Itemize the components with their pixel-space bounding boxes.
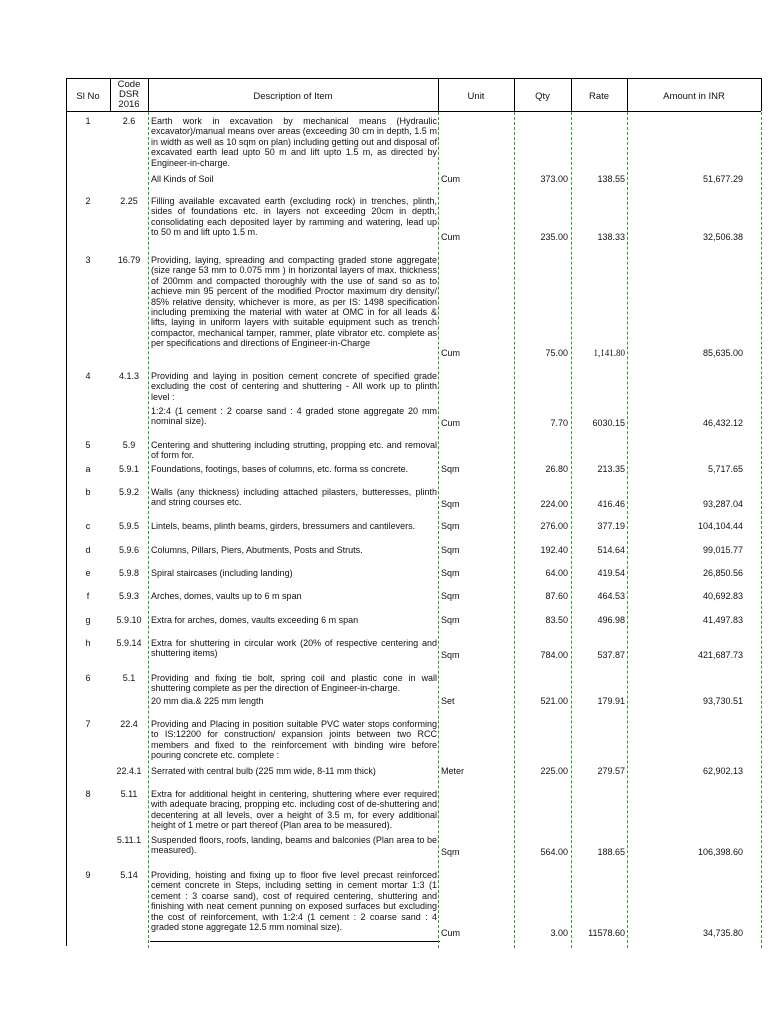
row-21-unit: Sqm — [441, 847, 460, 857]
row-17-amount: 93,730.51 — [702, 696, 743, 706]
row-21-code: 5.11.1 — [116, 835, 142, 845]
row-13-amount: 40,692.83 — [702, 591, 743, 601]
row-9-unit: Sqm — [441, 499, 460, 509]
row-10-amount: 104,104.44 — [697, 521, 743, 531]
row-13-unit: Sqm — [441, 591, 460, 601]
row-6-qty: 7.70 — [550, 418, 568, 428]
row-11-code: 5.9.6 — [118, 545, 140, 555]
row-10-unit: Sqm — [441, 521, 460, 531]
row-4-rate: 1,141.80 — [593, 348, 625, 358]
col-dashed-line — [438, 112, 439, 948]
row-7-sl: 5 — [85, 440, 91, 450]
row-6-amount: 46,432.12 — [702, 418, 743, 428]
row-15-sl: h — [85, 638, 91, 648]
row-13-sl: f — [86, 591, 90, 601]
row-19-code: 22.4.1 — [116, 766, 142, 776]
row-13-code: 5.9.3 — [118, 591, 140, 601]
row-20-desc: Extra for additional height in centering, shuttering where ever required with adequate bracing, propping etc. including cost of de-shuttering and decentering at all levels, over a height of 3.5 m, for every additional height of 1 metre or part thereof (Plan area to be measured). — [151, 789, 437, 831]
row-14-desc: Extra for arches, domes, vaults exceeding 6 m span — [151, 615, 359, 625]
row-9-sl: b — [85, 487, 91, 497]
table-right-border — [761, 78, 762, 111]
row-4-qty: 75.00 — [545, 348, 568, 358]
row-21-desc: Suspended floors, roofs, landing, beams and balconies (Plan area to be measured). — [151, 835, 437, 856]
row-8-code: 5.9.1 — [118, 464, 140, 474]
row-22-sl: 9 — [85, 870, 91, 880]
row-12-sl: e — [85, 568, 91, 578]
row-19-qty: 225.00 — [540, 766, 568, 776]
row-14-qty: 83.50 — [545, 615, 568, 625]
row-11-sl: d — [85, 545, 91, 555]
row-17-unit: Set — [441, 696, 455, 706]
col-dashed-line — [761, 112, 762, 948]
row-8-qty: 26.80 — [545, 464, 568, 474]
row-7-code: 5.9 — [122, 440, 136, 450]
row-15-unit: Sqm — [441, 650, 460, 660]
row-22-desc: Providing, hoisting and fixing up to floor five level precast reinforced cement concrete in Steps, including setting in cement mortar 1:3 (1 cement : 3 coarse sand), cost of required centering, shuttering and finishing with neat cement punning on exposed surfaces but excluding the cost of reinforcement, with 1:2:4 (1 cement : 2 coarse sand : 4 graded stone aggregate 12.5 mm nominal size). — [151, 870, 437, 933]
row-10-rate: 377.19 — [597, 521, 625, 531]
row-16-sl: 6 — [85, 673, 91, 683]
row-11-rate: 514.64 — [597, 545, 625, 555]
row-14-rate: 496.98 — [597, 615, 625, 625]
row-3-desc: Filling available excavated earth (excluding rock) in trenches, plinth, sides of foundations etc. in layers not exceeding 20cm in depth, consolidating each deposited layer by ramming and watering, lead up to 50 m and lift upto 1.5 m. — [151, 196, 437, 238]
header-amount: Amount in INR — [663, 91, 725, 102]
row-10-desc: Lintels, beams, plinth beams, girders, bressumers and cantilevers. — [151, 521, 416, 531]
row-16-code: 5.1 — [122, 673, 136, 683]
row-10-qty: 276.00 — [540, 521, 568, 531]
row-6-unit: Cum — [441, 418, 461, 428]
table-top-border — [66, 78, 761, 79]
row-4-sl: 3 — [85, 255, 91, 265]
row-1-sl: 1 — [85, 116, 91, 126]
row-12-amount: 26,850.56 — [702, 568, 743, 578]
col-dashed-line — [148, 112, 149, 948]
row-2-unit: Cum — [441, 174, 461, 184]
header-description: Description of Item — [253, 91, 333, 102]
row-2-amount: 51,677.29 — [702, 174, 743, 184]
row-13-qty: 87.60 — [545, 591, 568, 601]
row-18-sl: 7 — [85, 719, 91, 729]
row-4-unit: Cum — [441, 348, 461, 358]
header-code-line1: Code — [117, 79, 141, 90]
row-11-unit: Sqm — [441, 545, 460, 555]
row-2-qty: 373.00 — [540, 174, 568, 184]
row-18-code: 22.4 — [120, 719, 138, 729]
row-20-code: 5.11 — [120, 789, 138, 799]
row-19-rate: 279.57 — [597, 766, 625, 776]
row-22-code: 5.14 — [120, 870, 138, 880]
row-2-desc: All Kinds of Soil — [151, 174, 214, 184]
row-13-rate: 464.53 — [597, 591, 625, 601]
row-12-rate: 419.54 — [597, 568, 625, 578]
row-10-code: 5.9.5 — [118, 521, 140, 531]
row-8-desc: Foundations, footings, bases of columns, etc. forma ss concrete. — [151, 464, 409, 474]
row-12-qty: 64.00 — [545, 568, 568, 578]
header-qty: Qty — [535, 91, 550, 102]
row-3-sl: 2 — [85, 196, 91, 206]
row-9-amount: 93,287.04 — [702, 499, 743, 509]
row-12-desc: Spiral staircases (including landing) — [151, 568, 293, 578]
row-17-qty: 521.00 — [540, 696, 568, 706]
row-18-desc: Providing and Placing in position suitable PVC water stops conforming to IS:12200 for construction/ expansion joints between two RCC members and fixed to the reinforcement with binding wire before pouring concrete etc. complete : — [151, 719, 437, 761]
row-7-desc: Centering and shuttering including strutting, propping etc. and removal of form for. — [151, 440, 437, 461]
row-9-qty: 224.00 — [540, 499, 568, 509]
row-22-unit: Cum — [441, 928, 461, 938]
row-21-amount: 106,398.60 — [697, 847, 743, 857]
row-3-unit: Cum — [441, 232, 461, 242]
row-11-amount: 99,015.77 — [702, 545, 743, 555]
row-1-desc: Earth work in excavation by mechanical means (Hydraulic excavator)/manual means over areas (exceeding 30 cm in depth, 1.5 m in width as well as 10 sqm on plan) including getting out and disposal of excavated earth lead upto 50 m and lift upto 1.5 m, as directed by Engineer-in-charge. — [151, 116, 437, 168]
row-14-sl: g — [85, 615, 91, 625]
row-10-sl: c — [85, 521, 91, 531]
row-15-desc: Extra for shuttering in circular work (20% of respective centering and shuttering items) — [151, 638, 437, 659]
row-21-qty: 564.00 — [540, 847, 568, 857]
row-6-desc: 1:2:4 (1 cement : 2 coarse sand : 4 graded stone aggregate 20 mm nominal size). — [151, 406, 437, 427]
row-22-qty: 3.00 — [550, 928, 568, 938]
row-19-amount: 62,902.13 — [702, 766, 743, 776]
header-code-line3: 2016 — [118, 99, 140, 110]
row-6-rate: 6030.15 — [592, 418, 625, 428]
desc-underline — [150, 941, 440, 942]
row-9-desc: Walls (any thickness) including attached pilasters, butteresses, plinth and string courses etc. — [151, 487, 437, 508]
row-3-qty: 235.00 — [540, 232, 568, 242]
row-19-unit: Meter — [441, 766, 465, 776]
header-bottom-border — [66, 111, 761, 112]
row-2-rate: 138.55 — [597, 174, 625, 184]
row-4-desc: Providing, laying, spreading and compacting graded stone aggregate (size range 53 mm to 0.075 mm ) in horizontal layers of max. thickness of 200mm and compacted thoroughly with the use of sand so as to achieve min 95 percent of the modified Proctor maximum dry density/ 85% relative density, whichever is more, as per IS: 1498 specification including premixing the material with water at OMC in for all leads & lifts, laying in uniform layers with suitable equipment such as trench compactor, mechanical tamper, rammer, plate vibrator etc. complete as per specifications and directions of Engineer-in-Charge — [151, 255, 437, 349]
row-16-desc: Providing and fixing tie bolt, spring coil and plastic cone in wall shuttering complete as per the direction of Engineer-in-charge. — [151, 673, 437, 694]
row-20-sl: 8 — [85, 789, 91, 799]
row-5-sl: 4 — [85, 371, 91, 381]
row-15-amount: 421,687.73 — [697, 650, 743, 660]
row-19-desc: Serrated with central bulb (225 mm wide, 8-11 mm thick) — [151, 766, 376, 776]
header-sl-no: Sl No — [76, 91, 100, 102]
row-8-amount: 5,717.65 — [707, 464, 743, 474]
row-14-amount: 41,497.83 — [702, 615, 743, 625]
row-4-amount: 85,635.00 — [702, 348, 743, 358]
row-9-rate: 416.46 — [597, 499, 625, 509]
row-15-qty: 784.00 — [540, 650, 568, 660]
row-12-unit: Sqm — [441, 568, 460, 578]
row-3-rate: 138.33 — [597, 232, 625, 242]
table-left-border — [66, 78, 67, 946]
row-8-sl: a — [85, 464, 91, 474]
row-17-rate: 179.91 — [597, 696, 625, 706]
row-5-desc: Providing and laying in position cement concrete of specified grade excluding the cost of centering and shuttering - All work up to plinth level : — [151, 371, 437, 402]
row-11-qty: 192.40 — [540, 545, 568, 555]
row-1-code: 2.6 — [122, 116, 136, 126]
row-5-code: 4.1.3 — [118, 371, 140, 381]
row-14-unit: Sqm — [441, 615, 460, 625]
row-15-code: 5.9.14 — [116, 638, 142, 648]
row-3-code: 2.25 — [120, 196, 138, 206]
row-21-rate: 188.65 — [597, 847, 625, 857]
row-14-code: 5.9.10 — [116, 615, 142, 625]
header-code-line2: DSR — [118, 89, 140, 100]
row-8-unit: Sqm — [441, 464, 460, 474]
header-unit: Unit — [467, 91, 485, 102]
row-9-code: 5.9.2 — [118, 487, 140, 497]
row-22-rate: 11578.60 — [588, 928, 625, 938]
row-12-code: 5.9.8 — [118, 568, 140, 578]
row-8-rate: 213.35 — [597, 464, 625, 474]
row-13-desc: Arches, domes, vaults up to 6 m span — [151, 591, 302, 601]
row-15-rate: 537.87 — [597, 650, 625, 660]
row-4-code: 16.79 — [117, 255, 141, 265]
row-22-amount: 34,735.80 — [702, 928, 743, 938]
row-11-desc: Columns, Pillars, Piers, Abutments, Posts and Struts. — [151, 545, 363, 555]
row-17-desc: 20 mm dia.& 225 mm length — [151, 696, 264, 706]
header-rate: Rate — [588, 91, 610, 102]
row-3-amount: 32,506.38 — [702, 232, 743, 242]
